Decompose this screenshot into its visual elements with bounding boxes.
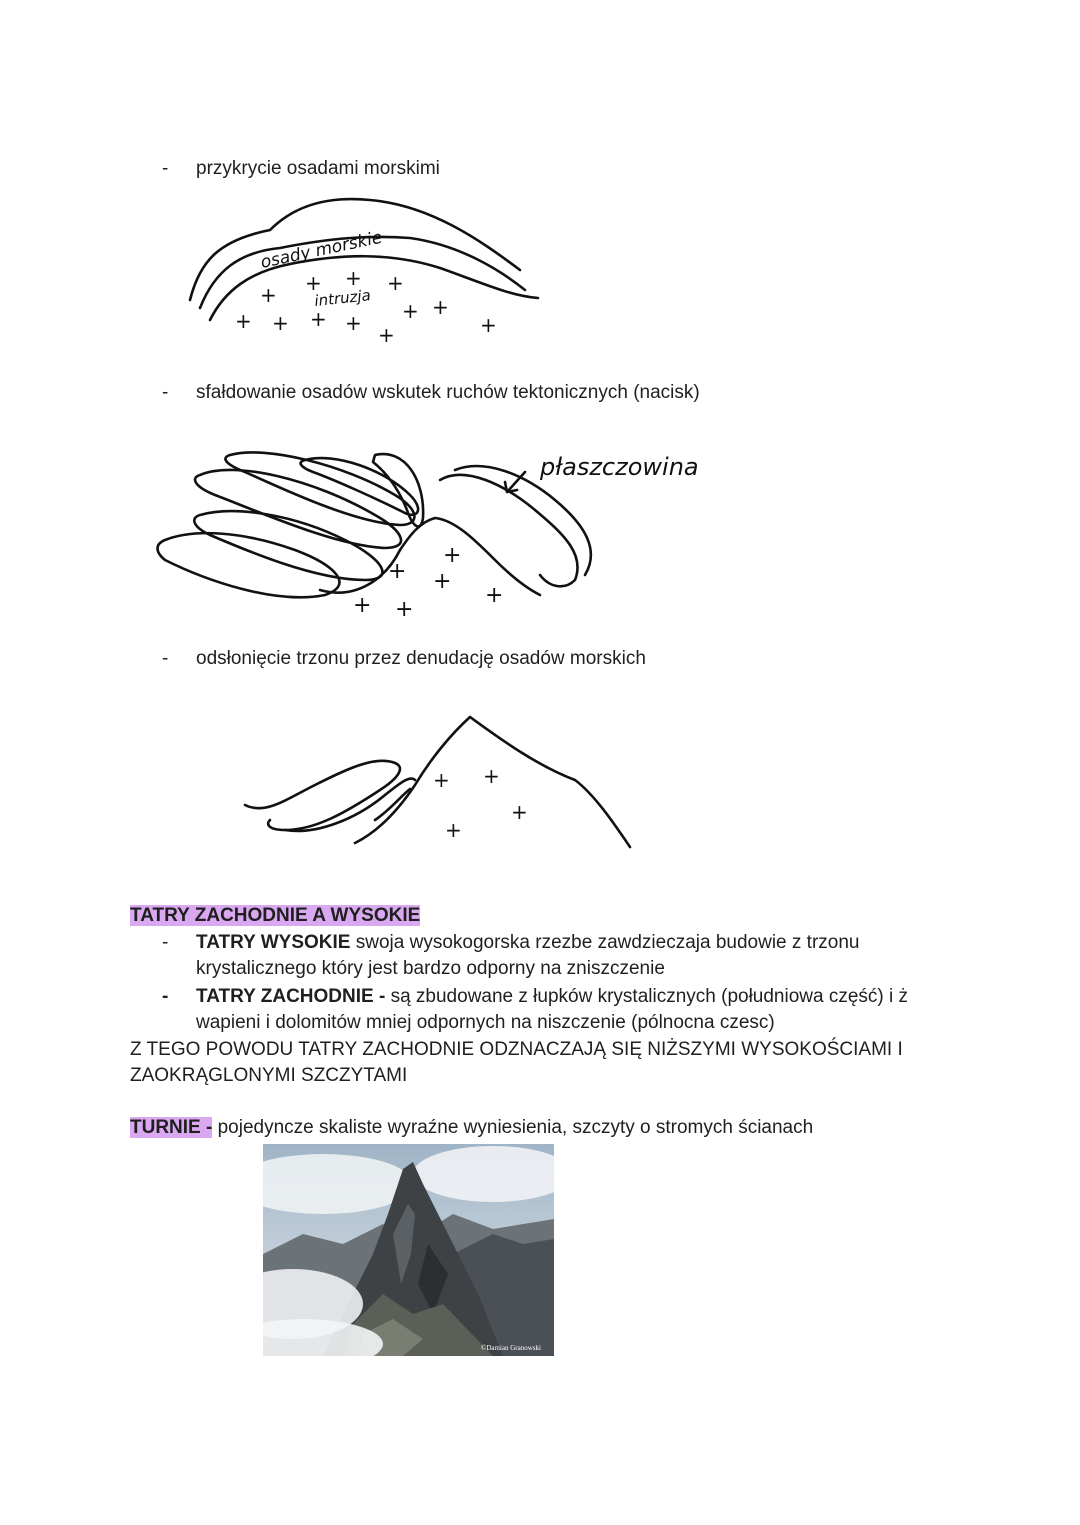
svg-text:+: + [310, 307, 327, 331]
bullet-dash: - [162, 648, 169, 669]
item-text-line1: są zbudowane z łupków krystalicznych (południowa część) i ż [385, 986, 909, 1007]
bullet-dash: - [162, 382, 169, 403]
turnie-text: pojedyncze skaliste wyraźne wyniesienia, szczyty o stromych ścianach [212, 1117, 814, 1138]
item-term: TATRY ZACHODNIE - [196, 986, 386, 1007]
conclusion [130, 1037, 903, 1089]
svg-text:+: + [260, 283, 277, 307]
step-3-text: odsłonięcie trzonu przez denudację osadów morskich [196, 648, 646, 669]
mountain-photo [263, 1144, 554, 1356]
svg-text:+: + [483, 764, 500, 788]
step-1-text: przykrycie osadami morskimi [196, 158, 440, 179]
svg-text:+: + [433, 768, 450, 792]
item-text-line2: krystalicznego który jest bardzo odporny na zniszczenie [196, 958, 665, 979]
svg-text:+: + [272, 311, 289, 335]
label-intruzja: intruzja [313, 286, 372, 310]
label-osady-morskie: osady morskie [258, 227, 385, 273]
svg-text:+: + [345, 266, 362, 290]
svg-text:+: + [395, 597, 414, 622]
label-plaszczowina: płaszczowina [540, 453, 699, 481]
item-text-line2: wapieni i dolomitów mniej odpornych na niszczenie (pólnocna czesc) [196, 1012, 775, 1033]
svg-text:+: + [480, 313, 497, 337]
svg-text:+: + [305, 271, 322, 295]
turnie-term: TURNIE - [130, 1117, 213, 1138]
plus-symbols [353, 543, 503, 622]
step-2-text: sfałdowanie osadów wskutek ruchów tektonicznych (nacisk) [196, 382, 700, 403]
svg-text:+: + [378, 323, 395, 347]
svg-text:+: + [485, 583, 504, 608]
svg-text:+: + [353, 593, 372, 618]
item-term: TATRY WYSOKIE [196, 932, 351, 953]
item-tatry-zachodnie [196, 984, 908, 1036]
svg-text:+: + [235, 309, 252, 333]
svg-text:+: + [443, 543, 462, 568]
conclusion-line1: Z TEGO POWODU TATRY ZACHODNIE ODZNACZAJĄ SIĘ NIŻSZYMI WYSOKOŚCIAMI I [130, 1039, 903, 1060]
section-heading: TATRY ZACHODNIE A WYSOKIE [130, 905, 421, 926]
svg-text:+: + [511, 800, 528, 824]
svg-text:+: + [387, 271, 404, 295]
svg-text:+: + [345, 311, 362, 335]
item-tatry-wysokie [196, 930, 860, 982]
svg-text:+: + [445, 818, 462, 842]
plus-symbols [433, 764, 528, 842]
sketch-folding [155, 440, 735, 630]
bullet-dash: - [162, 158, 169, 179]
svg-text:+: + [388, 559, 407, 584]
conclusion-line2: ZAOKRĄGLONYMI SZCZYTAMI [130, 1065, 408, 1086]
turnie-definition [130, 1115, 813, 1141]
svg-text:+: + [402, 299, 419, 323]
plus-symbols [235, 266, 497, 347]
photo-credit: ©Damian Granowski [481, 1344, 541, 1352]
sketch-exposed-core [235, 705, 645, 855]
svg-text:+: + [433, 569, 452, 594]
svg-text:+: + [432, 295, 449, 319]
sketch-sediment-cover [180, 190, 560, 350]
item-text-line1: swoja wysokogorska rzezbe zawdzieczaja budowie z trzonu [350, 932, 860, 953]
bullet-dash: - [162, 986, 169, 1007]
bullet-dash: - [162, 932, 169, 953]
